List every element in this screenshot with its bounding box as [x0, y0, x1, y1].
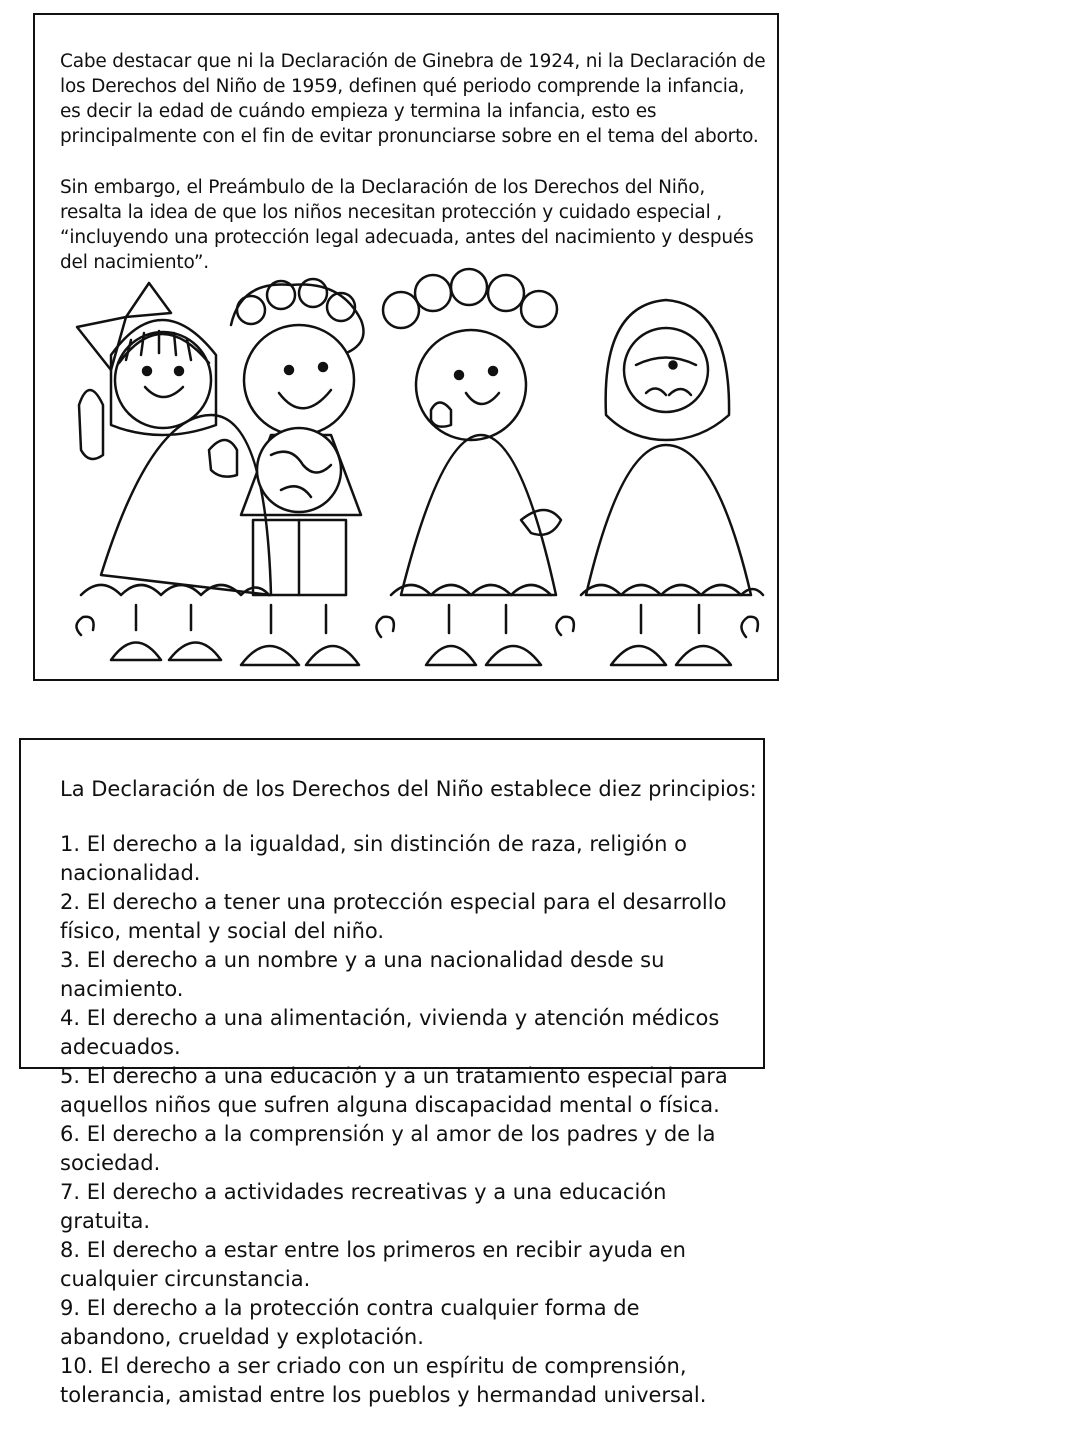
- principles-list: [60, 830, 740, 1410]
- child-boy-globe-figure: [231, 279, 364, 665]
- principle-item: 6. El derecho a la comprensión y al amor de los padres y de la sociedad.: [60, 1122, 716, 1175]
- bottom-card: [19, 738, 765, 1407]
- principle-item: 4. El derecho a una alimentación, vivienda y atención médicos adecuados.: [60, 1006, 720, 1059]
- top-card: [33, 13, 779, 681]
- principle-item: 1. El derecho a la igualdad, sin distinción de raza, religión o nacionalidad.: [60, 832, 687, 885]
- principle-item: 9. El derecho a la protección contra cualquier forma de abandono, crueldad y explotación.: [60, 1296, 640, 1349]
- principle-item: 5. El derecho a una educación y a un tratamiento especial para aquellos niños que sufren alguna discapacidad mental o física.: [60, 1064, 728, 1117]
- paragraph-preambulo: Sin embargo, el Preámbulo de la Declaración de los Derechos del Niño, resalta la idea de que los niños necesitan protección y cuidado especial , “incluyendo una protección legal adecuada, antes del nacimiento y después del nacimiento”.: [60, 177, 754, 273]
- paragraph-ginebra: Cabe destacar que ni la Declaración de Ginebra de 1924, ni la Declaración de los Derechos del Niño de 1959, definen qué periodo comprende la infancia, es decir la edad de cuándo empieza y termina la infancia, esto es principalmente con el fin de evitar pronunciarse sobre en el tema del aborto.: [60, 51, 766, 147]
- principles-intro: La Declaración de los Derechos del Niño establece diez principios:: [60, 777, 757, 801]
- principle-item: 7. El derecho a actividades recreativas y a una educación gratuita.: [60, 1180, 667, 1233]
- principle-item: 2. El derecho a tener una protección especial para el desarrollo físico, mental y social del niño.: [60, 890, 727, 943]
- principle-item: 8. El derecho a estar entre los primeros en recibir ayuda en cualquier circunstancia.: [60, 1238, 686, 1291]
- child-girl-curly-figure: [383, 269, 561, 665]
- children-illustration: [41, 265, 775, 675]
- child-girl-headscarf-figure: [581, 300, 763, 665]
- child-girl-bangs-figure: [77, 283, 271, 660]
- principle-item: 3. El derecho a un nombre y a una nacionalidad desde su nacimiento.: [60, 948, 665, 1001]
- ground-swirls-decoration: [76, 617, 757, 637]
- principle-item: 10. El derecho a ser criado con un espíritu de comprensión, tolerancia, amistad entre los pueblos y hermandad universal.: [60, 1354, 707, 1407]
